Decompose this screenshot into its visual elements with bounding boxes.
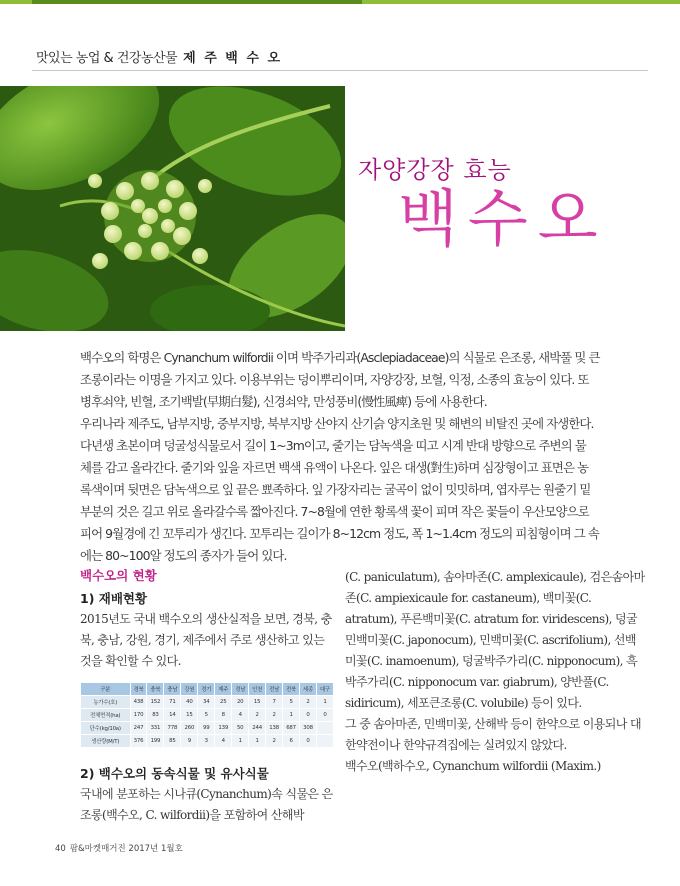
table-cell: 3 [198,735,215,748]
table-cell: 34 [198,696,215,709]
left-column [80,567,334,826]
table-row [81,696,334,709]
table-cell: 25 [215,696,232,709]
species-list-paragraph: (C. paniculatum), 솜아마존(C. amplexicaule), 검은솜아마존(C. ampiexicaule for. castaneum), 백미꽃(C. atratum), 푸른백미꽃(C. atratum for. viridescens), 덩굴민백미꽃(C. japonocum), 민백미꽃(C. ascrifolium), 선백미꽃(C. inamoenum), 덩굴박주가리(C. nipponocum), 흑박주가리(C. nipponocum var. giabrum), 양반풀(C. sidiricum), 세포큰조롱(C. volubile) 등이 있다. [345,570,645,710]
table-row-label: 농가수(호) [81,696,131,709]
table-cell [316,735,333,748]
header-accent [32,0,362,4]
table-header-cell: 세종 [300,683,317,696]
table-cell: 71 [164,696,181,709]
table-cell: 247 [130,722,147,735]
table-cell: 2 [266,735,283,748]
table-cell: 99 [198,722,215,735]
usage-paragraph: 그 중 솜아마존, 민백미꽃, 산해박 등이 한약으로 이용되나 대한약전이나 한약규격집에는 실려있지 않았다. [345,717,641,752]
cultivation-paragraph: 2015년도 국내 백수오의 생산실적을 보면, 경북, 충북, 충남, 강원, 경기, 제주에서 주로 생산하고 있는 것을 확인할 수 있다. [80,612,332,668]
header-divider [32,70,648,71]
table-row [81,709,334,722]
table-cell: 1 [232,735,249,748]
table-cell: 0 [316,709,333,722]
table-cell: 260 [181,722,198,735]
table-cell: 2 [249,709,266,722]
table-cell: 8 [215,709,232,722]
table-row [81,722,334,735]
table-cell: 15 [249,696,266,709]
table-cell: 40 [181,696,198,709]
table-cell: 85 [164,735,181,748]
intro-line: 조롱이라는 이명을 가지고 있다. 이용부위는 덩이뿌리이며, 자양강장, 보혈, 익정, 소종의 효능이 있다. 또 [80,372,589,387]
intro-line: 백수오의 학명은 Cynanchum wilfordii 이며 박주가리과(Asclepiadaceae)의 식물로 은조롱, 새박풀 및 큰 [80,350,600,365]
table-header-cell: 경북 [130,683,147,696]
intro-line: 병후쇠약, 빈혈, 조기백발(早期白髮), 신경쇠약, 만성풍비(慢性風痺) 등에 사용한다. [80,394,487,409]
table-cell: 5 [198,709,215,722]
cultivation-subheading: 1) 재배현황 [80,591,148,606]
table-header-cell: 충남 [164,683,181,696]
status-heading: 백수오의 현황 [80,568,157,583]
table-cell: 9 [181,735,198,748]
section-prefix: 맛있는 농업 & 건강농산물 [36,51,178,66]
table-cell: 7 [266,696,283,709]
table-cell: 83 [147,709,164,722]
table-cell: 1 [316,696,333,709]
hero-title: 백수오 [398,182,608,255]
table-cell: 139 [215,722,232,735]
table-cell: 199 [147,735,164,748]
table-header-cell: 인천 [249,683,266,696]
table-header-cell: 제주 [215,683,232,696]
table-cell: 138 [266,722,283,735]
flower-illustration [0,86,345,331]
table-cell [316,722,333,735]
table-cell: 438 [130,696,147,709]
table-cell: 4 [215,735,232,748]
page-number: 40 [55,844,66,854]
intro-text [80,347,646,567]
table-cell: 170 [130,709,147,722]
table-header-cell: 대구 [316,683,333,696]
table-cell: 0 [300,735,317,748]
intro-line: 체를 감고 올라간다. 줄기와 잎을 자르면 백색 유액이 나온다. 잎은 대생(對生)하며 심장형이고 표면은 농 [80,460,589,475]
table-header-cell: 강원 [181,683,198,696]
table-cell: 15 [181,709,198,722]
intro-line: 우리나라 제주도, 남부지방, 중부지방, 북부지방 산야지 산기슭 양지초원 및 해변의 비탈진 곳에 자생한다. [80,416,594,431]
table-header-cell: 경기 [198,683,215,696]
table-cell: 20 [232,696,249,709]
table-cell: 2 [266,709,283,722]
intro-line: 록색이며 뒷면은 담녹색으로 잎 끝은 뾰족하다. 잎 가장자리는 굴곡이 없이 밋밋하며, 엽자루는 원줄기 밑 [80,482,591,497]
table-header-cell: 경남 [232,683,249,696]
table-header-cell: 전북 [283,683,300,696]
table-header-cell: 전남 [266,683,283,696]
table-cell: 2 [300,696,317,709]
table-cell: 687 [283,722,300,735]
production-table [80,682,334,748]
related-species-subheading: 2) 백수오의 동속식물 및 유사식물 [80,766,269,781]
flower-photo [0,86,345,331]
table-row [81,735,334,748]
table-cell: 152 [147,696,164,709]
table-header-row [81,683,334,696]
hero-subtitle: 자양강장 효능 [358,156,512,184]
table-cell: 50 [232,722,249,735]
table-cell: 778 [164,722,181,735]
table-header-cell: 구분 [81,683,131,696]
table-row-label: 전체면적(ha) [81,709,131,722]
intro-line: 부분의 것은 길고 위로 올라갈수록 짧아진다. 7~8월에 연한 황록색 꽃이 피며 작은 꽃들이 우산모양으로 [80,504,589,519]
table-cell: 308 [300,722,317,735]
table-cell: 376 [130,735,147,748]
magazine-issue: 팜&마켓매거진 2017년 1월호 [69,844,183,854]
intro-line: 피어 9월경에 긴 꼬투리가 생긴다. 꼬투리는 길이가 8~12cm 정도, 폭 1~1.4cm 정도의 피침형이며 그 속 [80,526,599,541]
table-cell: 1 [249,735,266,748]
table-cell: 0 [300,709,317,722]
scientific-name-paragraph: 백수오(백하수오, Cynanchum wilfordii (Maxim.) [345,759,601,773]
table-cell: 331 [147,722,164,735]
table-header-cell: 충북 [147,683,164,696]
table-cell: 4 [232,709,249,722]
right-column [345,567,645,777]
intro-line: 다년생 초본이며 덩굴성식물로서 길이 1~3m이고, 줄기는 담녹색을 띠고 시계 반대 방향으로 주변의 물 [80,438,586,453]
table-row-label: 단수(kg/10a) [81,722,131,735]
intro-line: 에는 80~100알 정도의 종자가 들어 있다. [80,548,287,563]
table-cell: 5 [283,696,300,709]
table-cell: 1 [283,709,300,722]
table-cell: 14 [164,709,181,722]
table-cell: 244 [249,722,266,735]
table-cell: 6 [283,735,300,748]
related-species-paragraph: 국내에 분포하는 시나큐(Cynanchum)속 식물은 은조롱(백수오, C. wilfordii)을 포함하여 산해박 [80,787,333,822]
section-name: 제 주 백 수 오 [183,51,283,66]
section-title [36,47,282,66]
table-row-label: 생산량(M/T) [81,735,131,748]
page-footer [55,842,183,854]
